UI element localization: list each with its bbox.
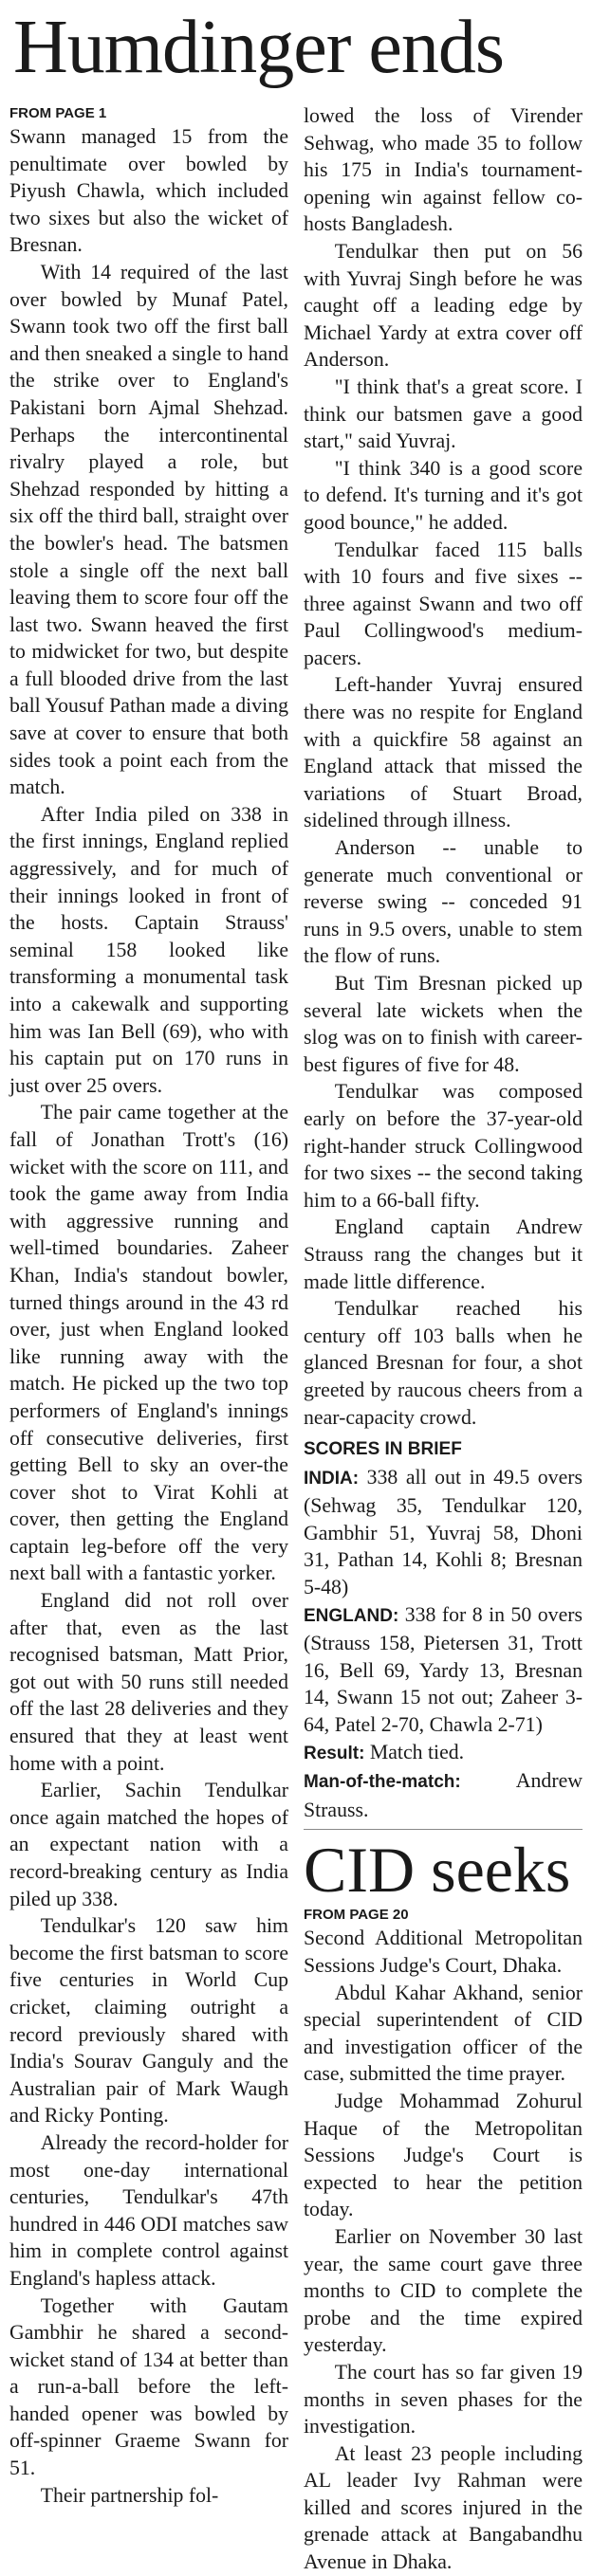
divider xyxy=(304,1829,583,1830)
paragraph: England captain Andrew Strauss rang the changes but it made little difference. xyxy=(304,1215,583,1293)
paragraph: Judge Mohammad Zohurul Haque of the Metropolitan Sessions Judge's Court is expected to hear the petition today. xyxy=(304,2089,583,2221)
right-column xyxy=(304,102,583,2576)
scores-india-text: 338 all out in 49.5 overs (Sehwag 35, Tendulkar 120, Gambhir 51, Yuvraj 58, Dhoni 31, Pathan 14, Kohli 8; Bresnan 5-48) xyxy=(304,1465,583,1599)
paragraph: Tendulkar then put on 56 with Yuvraj Singh before he was caught off a leading edge by Michael Yardy at extra cover off Anderson. xyxy=(304,239,583,372)
scores-motm-text: Andrew Strauss. xyxy=(304,1769,583,1821)
scores-motm-label: Man-of-the-match: xyxy=(304,1772,461,1793)
paragraph: Left-hander Yuvraj ensured there was no respite for England with a quickfire 58 against an England attack that missed the variations of Stuart Broad, sidelined through illness. xyxy=(304,673,583,832)
kicker: FROM PAGE 1 xyxy=(9,105,107,121)
paragraph: The pair came together at the fall of Jonathan Trott's (16) wicket with the score on 111, and took the game away from India with aggressive running and well-timed boundaries. Zaheer Khan, India's standout bowler, turned things around in the 43 rd over, just when England looked like running away with the match. He picked up the two top performers of England's innings off consecutive deliveries, first getting Bell to sky an over-the cover shot to Virat Kohli at cover, then getting the England captain leg-before off the very next ball with a fantastic yorker. xyxy=(9,1101,288,1585)
paragraph: The court has so far given 19 months in seven phases for the investigation. xyxy=(304,2360,583,2439)
paragraph: Their partnership fol- xyxy=(40,2483,219,2507)
paragraph: Tendulkar faced 115 balls with 10 fours and five sixes -- three against Swann and two off Paul Collingwood's medium-pacers. xyxy=(304,538,583,669)
scores-england-text: 338 for 8 in 50 overs (Strauss 158, Pietersen 31, Trott 16, Bell 69, Yardy 13, Bresnan 14, Swann 15 not out; Zaheer 3-64, Patel 2-70, Chawla 2-71) xyxy=(304,1602,583,1737)
scores-result-text: Match tied. xyxy=(369,1740,465,1763)
scores-india-label: INDIA: xyxy=(304,1468,360,1489)
paragraph: "I think 340 is a good score to defend. It's turning and it's got good bounce," he added. xyxy=(304,456,583,534)
paragraph: Earlier, Sachin Tendulkar once again matched the hopes of an expectant nation with a record-breaking century as India piled up 338. xyxy=(9,1779,288,1910)
paragraph: Together with Gautam Gambhir he shared a second-wicket stand of 134 at better than a run-a-ball before the left-handed opener was bowled by off-spinner Graeme Swann for 51. xyxy=(9,2293,288,2480)
paragraph: Anderson -- unable to generate much conventional or reverse swing -- conceded 91 runs in 9.5 overs, unable to stem the flow of runs. xyxy=(304,836,583,968)
scores-england xyxy=(304,1601,583,1739)
paragraph: But Tim Bresnan picked up several late wickets when the slog was on to finish with career-best figures of five for 48. xyxy=(304,972,583,1076)
paragraph: After India piled on 338 in the first innings, England replied aggressively, and for much of their innings looked in front of the hosts. Captain Strauss' seminal 158 looked like transforming a monumental task into a cakewalk and supporting him was Ian Bell (69), who with his captain put on 170 runs in just over 25 overs. xyxy=(9,802,288,1097)
scores-heading: SCORES IN BRIEF xyxy=(304,1439,462,1460)
headline: Humdinger ends xyxy=(13,6,505,89)
paragraph: Tendulkar was composed early on before the 37-year-old right-hander struck Collingwood for two sixes -- the second taking him to a 66-ball fifty. xyxy=(304,1080,583,1212)
paragraph: Swann managed 15 from the penultimate over bowled by Piyush Chawla, which included two sixes but also the wicket of Bresnan. xyxy=(9,125,288,257)
paragraph: "I think that's a great score. I think our batsmen gave a good start," said Yuvraj. xyxy=(304,375,583,453)
paragraph: Tendulkar reached his century off 103 balls when he glanced Bresnan for four, a shot greeted by raucous cheers from a near-capacity crowd. xyxy=(304,1297,583,1429)
paragraph: Abdul Kahar Akhand, senior special superintendent of CID and investigation officer of the case, submitted the time prayer. xyxy=(304,1981,583,2086)
scores-result xyxy=(304,1739,583,1768)
paragraph: England did not roll over after that, even as the last recognised batsman, Matt Prior, got out with 50 runs still needed off the last 28 deliveries and they ensured that they at least went home with a point. xyxy=(9,1589,288,1775)
scores-india xyxy=(304,1464,583,1601)
paragraph: Earlier on November 30 last year, the same court gave three months to CID to complete the probe and the time expired yesterday. xyxy=(304,2224,583,2357)
paragraph: Second Additional Metropolitan Sessions Judge's Court, Dhaka. xyxy=(304,1927,583,1977)
paragraph: lowed the loss of Virender Sehwag, who made 35 to follow his 175 in India's tournament-opening win against fellow co-hosts Bangladesh. xyxy=(304,104,583,236)
second-headline: CID seeks xyxy=(304,1834,571,1907)
scores-result-label: Result: xyxy=(304,1743,365,1763)
second-kicker: FROM PAGE 20 xyxy=(304,1907,409,1924)
article-columns xyxy=(9,102,583,2576)
paragraph: Tendulkar's 120 saw him become the first batsman to score five centuries in World Cup cricket, claiming outright a record previously shared with India's Sourav Ganguly and the Australian pair of Mark Waugh and Ricky Ponting. xyxy=(9,1914,288,2128)
left-column xyxy=(9,102,288,2576)
paragraph: At least 23 people including AL leader Ivy Rahman were killed and scores injured in the grenade attack at Bangabandhu Avenue in Dhaka. xyxy=(304,2441,583,2574)
paragraph: With 14 required of the last over bowled by Munaf Patel, Swann took two off the first ball and then sneaked a single to hand the strike over to England's Pakistani born Ajmal Shehzad. Perhaps the intercontinental rivalry played a role, but Shehzad responded by hitting a six off the third ball, straight over the bowler's head. The batsmen stole a single off the next ball leaving them to score four off the last two. Swann heaved the first to midwicket for two, but despite a full blooded drive from the last ball Yousuf Pathan made a diving save at cover to ensure that both sides took a point each from the match. xyxy=(9,260,288,799)
scores-motm xyxy=(304,1767,583,1823)
paragraph: Already the record-holder for most one-day international centuries, Tendulkar's 47th hundred in 446 ODI matches saw him in complete control against England's hapless attack. xyxy=(9,2130,288,2290)
scores-england-label: ENGLAND: xyxy=(304,1605,399,1626)
